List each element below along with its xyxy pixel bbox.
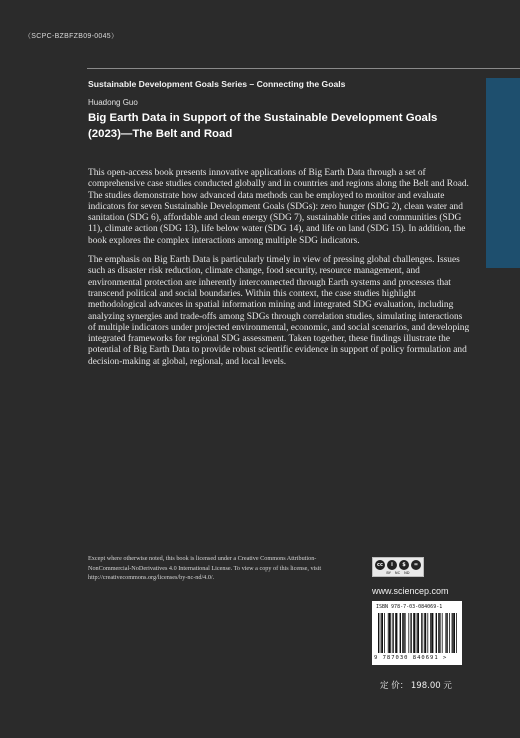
barcode-bar bbox=[392, 613, 393, 653]
publisher-url: www.sciencep.com bbox=[372, 586, 449, 596]
barcode-bar bbox=[390, 613, 391, 653]
barcode-bar bbox=[439, 613, 440, 653]
cc-label-by: BY bbox=[386, 570, 391, 575]
barcode-bar bbox=[438, 613, 439, 653]
barcode-bar bbox=[405, 613, 406, 653]
barcode-bar bbox=[388, 613, 389, 653]
description-paragraph-2: The emphasis on Big Earth Data is particularly timely in view of pressing global challenges. Issues such as disaster risk reduction, climate change, food security, resource management, and environmental protection are inherently interconnected through Earth systems and processes that transcend political and social boundaries. Within this context, the case studies highlight methodological advances in spatial information mining and integrated SDG evaluation, including analyzing synergies and trade-offs among SDGs through correlation studies, simulating interactions of multiple indicators under projected environmental, economic, and social scenarios, and developing integrated frameworks for regional SDG assessment. Taken together, these findings illustrate the potential of Big Earth Data to provide robust scientific evidence in support of policy formulation and decision-making at global, regional, and local levels. bbox=[88, 255, 470, 367]
isbn-text: ISBN 978-7-03-084069-1 bbox=[376, 604, 443, 610]
barcode-bar bbox=[421, 613, 422, 653]
barcode-bar bbox=[430, 613, 431, 653]
barcode-bar bbox=[382, 613, 383, 653]
barcode-bar bbox=[381, 613, 382, 653]
price-label: 定 价： 198.00 元 bbox=[380, 681, 452, 691]
top-divider bbox=[87, 68, 520, 69]
barcode-bar bbox=[427, 613, 428, 653]
description-paragraph-1: This open-access book presents innovative applications of Big Earth Data through a set of comprehensive case studies conducted globally and in countries and regions along the Belt and Road. The studies demonstrate how advanced data methods can be employed to monitor and evaluate indicators for seven Sustainable Development Goals (SDGs): zero hunger (SDG 2), clean water and sanitation (SDG 6), affordable and clean energy (SDG 7), sustainable cities and communities (SDG 11), climate action (SDG 13), life below water (SDG 14), and life on land (SDG 15). In addition, the book explores the complex interactions among multiple SDG indicators. bbox=[88, 168, 469, 246]
noncommercial-icon: $ bbox=[399, 560, 409, 570]
barcode-bar bbox=[378, 613, 379, 653]
barcode-number: 9 787030 840691 > bbox=[374, 655, 448, 661]
barcode-bar bbox=[410, 613, 411, 653]
barcode-bar bbox=[424, 613, 425, 653]
barcode-bars bbox=[378, 613, 458, 653]
barcode-bar bbox=[395, 613, 396, 653]
barcode-bar bbox=[402, 613, 403, 653]
barcode-bar bbox=[389, 613, 390, 653]
noderivatives-icon: = bbox=[411, 560, 421, 570]
description bbox=[88, 168, 472, 376]
barcode-bar bbox=[396, 613, 397, 653]
catalog-code: （SCPC-BZBFZB09-0045） bbox=[24, 33, 119, 40]
creative-commons-badge bbox=[372, 557, 424, 577]
barcode-bar bbox=[408, 613, 409, 653]
cc-icon: cc bbox=[375, 560, 385, 570]
cc-label-nc: NC bbox=[394, 570, 401, 575]
barcode-bar bbox=[452, 613, 453, 653]
cc-label-nd: ND bbox=[404, 570, 410, 575]
barcode-bar bbox=[417, 613, 418, 653]
barcode-bar bbox=[432, 613, 433, 653]
author-name: Huadong Guo bbox=[88, 98, 138, 107]
barcode-bar bbox=[414, 613, 415, 653]
barcode-bar bbox=[436, 613, 437, 653]
barcode-bar bbox=[446, 613, 447, 653]
barcode-bar bbox=[431, 613, 432, 653]
license-notice: Except where otherwise noted, this book is licensed under a Creative Commons Attribution-NonCommercial-NoDerivatives 4.0 International License. To view a copy of this license, visit http://creativecommons.org/licenses/by-nc-nd/4.0/. bbox=[88, 555, 322, 582]
barcode-bar bbox=[384, 613, 385, 653]
barcode-bar bbox=[442, 613, 443, 653]
attribution-icon: i bbox=[387, 560, 397, 570]
barcode-bar bbox=[454, 613, 455, 653]
series-name: Sustainable Development Goals Series – Connecting the Goals bbox=[88, 79, 346, 89]
barcode-bar bbox=[413, 613, 414, 653]
barcode-bar bbox=[400, 613, 401, 653]
barcode-bar bbox=[418, 613, 419, 653]
barcode-bar bbox=[403, 613, 404, 653]
book-title: Big Earth Data in Support of the Sustainable Development Goals (2023)—The Belt and Road bbox=[88, 112, 438, 140]
side-color-band bbox=[486, 78, 520, 268]
barcode-bar bbox=[445, 613, 446, 653]
barcode-bar bbox=[449, 613, 450, 653]
barcode-bar bbox=[425, 613, 426, 653]
isbn-barcode bbox=[372, 601, 462, 665]
barcode-bar bbox=[456, 613, 457, 653]
barcode-bar bbox=[453, 613, 454, 653]
